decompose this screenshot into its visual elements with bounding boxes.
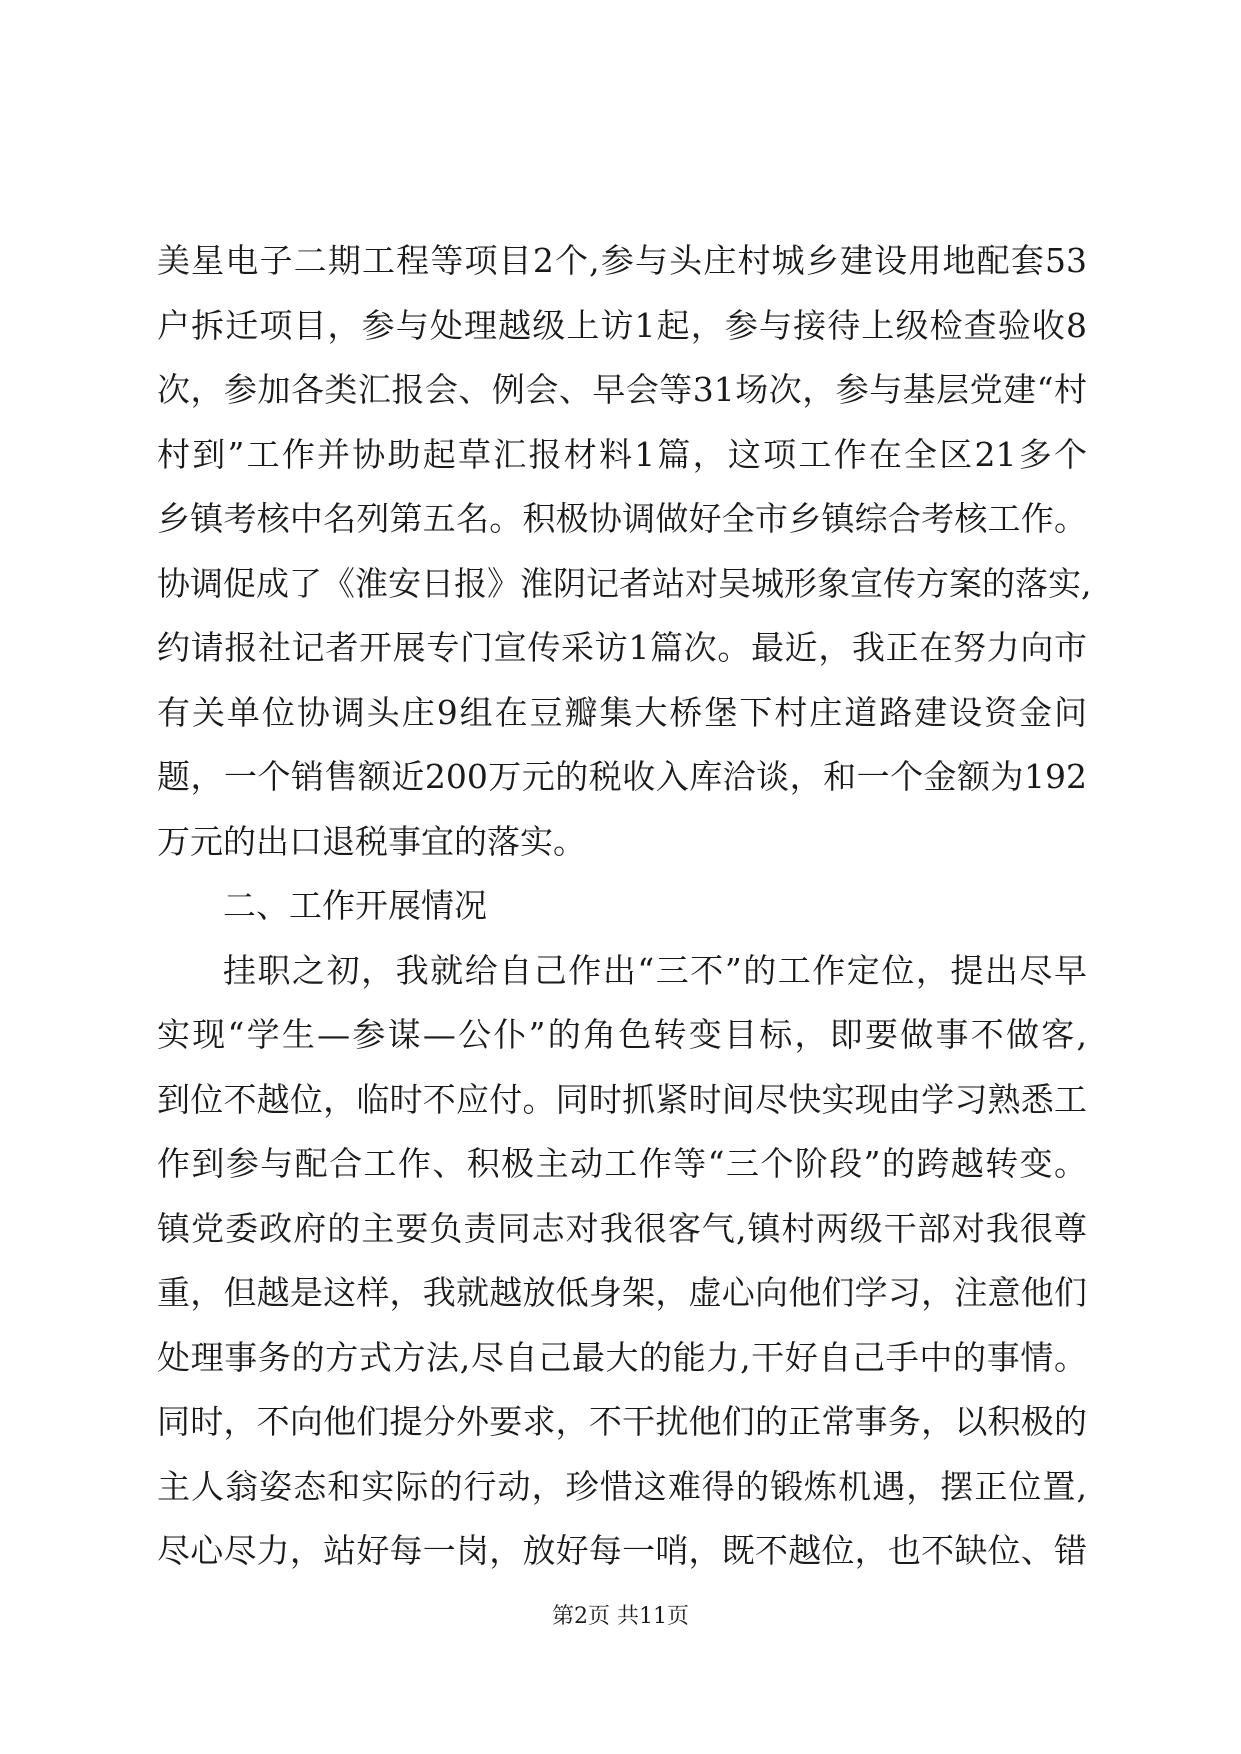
text-line: 镇党委政府的主要负责同志对我很客气,镇村两级干部对我很尊 <box>157 1208 1087 1248</box>
text-line: 有关单位协调头庄9组在豆瓣集大桥堡下村庄道路建设资金问 <box>157 692 1087 732</box>
text-line: 尽心尽力，站好每一岗，放好每一哨，既不越位，也不缺位、错 <box>157 1531 1087 1570</box>
text-line: 题，一个销售额近200万元的税收入库洽谈，和一个金额为192 <box>157 757 1087 796</box>
text-line: 约请报社记者开展专门宣传采访1篇次。最近，我正在努力向市 <box>157 628 1087 667</box>
text-line: 到位不越位，临时不应付。同时抓紧时间尽快实现由学习熟悉工 <box>157 1079 1087 1119</box>
text-line: 重，但越是这样，我就越放低身架，虚心向他们学习，注意他们 <box>157 1273 1087 1312</box>
text-line: 同时，不向他们提分外要求，不干扰他们的正常事务，以积极的 <box>157 1402 1087 1441</box>
text-line: 户拆迁项目，参与处理越级上访1起，参与接待上级检查验收8 <box>157 305 1087 345</box>
page-footer: 第2页 共11页 <box>552 1604 689 1629</box>
text-line: 美星电子二期工程等项目2个,参与头庄村城乡建设用地配套53 <box>157 241 1087 280</box>
text-line: 主人翁姿态和实际的行动，珍惜这难得的锻炼机遇，摆正位置, <box>157 1466 1087 1506</box>
paragraph <box>157 939 1087 1584</box>
text-line: 协调促成了《淮安日报》淮阴记者站对吴城形象宣传方案的落实, <box>157 563 1092 603</box>
text-line: 处理事务的方式方法,尽自己最大的能力,干好自己手中的事情。 <box>157 1337 1087 1377</box>
paragraph-continued <box>157 229 1092 874</box>
text-line: 乡镇考核中名列第五名。积极协调做好全市乡镇综合考核工作。 <box>157 499 1087 538</box>
text-line: 万元的出口退税事宜的落实。 <box>157 821 586 861</box>
text-line: 村到”工作并协助起草汇报材料1篇，这项工作在全区21多个 <box>157 434 1087 474</box>
section-heading: 二、工作开展情况 <box>223 886 487 925</box>
text-line: 次，参加各类汇报会、例会、早会等31场次，参与基层党建“村 <box>157 370 1087 409</box>
text-line: 作到参与配合工作、积极主动工作等“三个阶段”的跨越转变。 <box>157 1144 1087 1183</box>
text-line: 挂职之初，我就给自己作出“三不”的工作定位，提出尽早 <box>223 950 1087 990</box>
text-line: 实现“学生—参谋—公仆”的角色转变目标，即要做事不做客, <box>157 1015 1087 1054</box>
document-body <box>157 229 1092 1584</box>
